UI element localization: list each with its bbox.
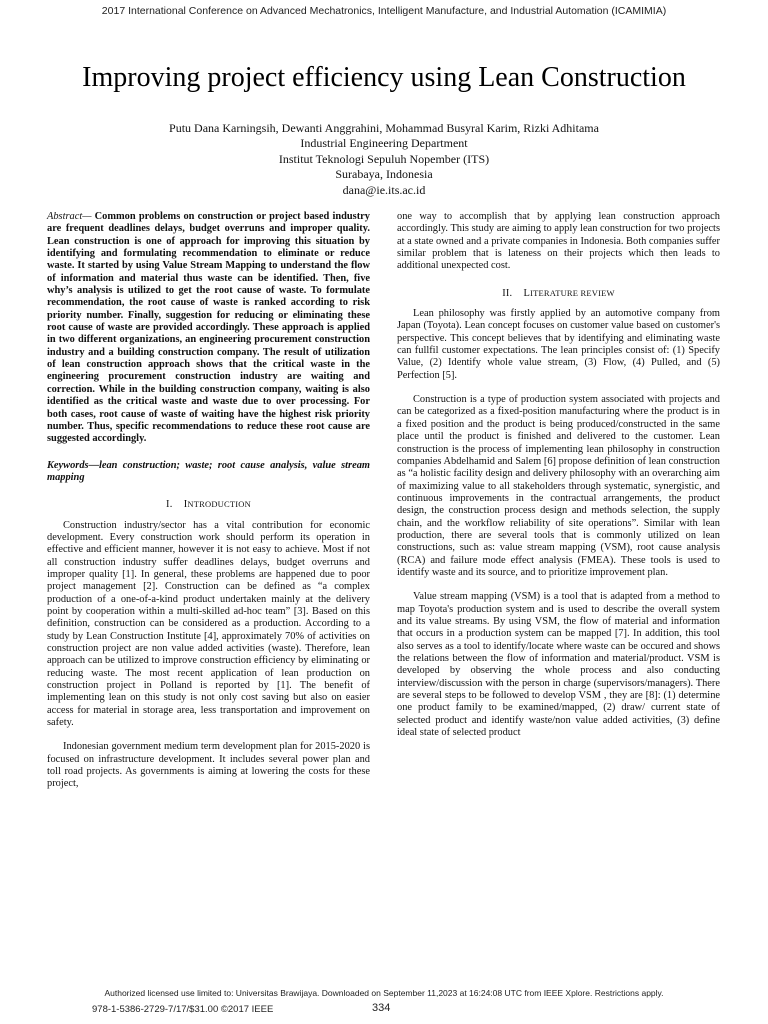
email: dana@ie.its.ac.id <box>342 182 426 197</box>
left-column <box>47 211 370 791</box>
body-paragraph: Indonesian government medium term development plan for 2015-2020 is focused on infrastructure development. It includes several power plan and toll road projects. As governments is aiming at lowering the costs for these project, <box>47 741 370 790</box>
abstract-label: Abstract— <box>47 211 92 222</box>
abstract <box>47 211 370 446</box>
section-number: II. <box>502 287 513 299</box>
section-number: I. <box>166 499 173 511</box>
institution: Institut Teknologi Sepuluh Nopember (ITS) <box>278 151 490 166</box>
license-notice: Authorized licensed use limited to: Universitas Brawijaya. Downloaded on September 11,2023 at 16:24:08 UTC from IEEE Xplore. Restrictions apply. <box>104 988 664 998</box>
author-block <box>0 121 768 198</box>
keywords: Keywords—lean construction; waste; root cause analysis, value stream mapping <box>47 459 370 483</box>
paper-title: Improving project efficiency using Lean Construction <box>82 62 686 93</box>
body-paragraph: Lean philosophy was firstly applied by an automotive company from Japan (Toyota). Lean concept focuses on customer value based on customer's perspective. This concept believes that by identifying and eliminating waste can fullfil customer expectations. The lean principles consist of: (1) Specify Value, (2) Identify whole value stream, (3) Flow, (4) Pulled, and (5) Perfection [5]. <box>397 308 720 381</box>
body-paragraph: Construction industry/sector has a vital contribution for economic development. Every construction work should perform its operation in effective and efficient manner, however it is not easy to achieve. Most if not all construction industry suffer deadlines delays, budget overruns and improper quality [1]. In general, these problems are happened due to poor project management [2]. Construction can be defined as “a complex production of a one-of-a-kind product undertaken mainly at the delivery point by cooperation within a multi-skilled ad-hoc team” [3]. Based on this definition, construction can be considered as a production. According to a study by Lean Construction Institute [4], approximately 70% of activities on construction project are non value added activities (waste). Therefore, lean approach can be utilized to improve construction efficiency by eliminating or reducing waste. The most recent application of lean production on construction project in Polland is reported by [1]. The benefit of implementing lean on this study is not only cost saving but also on easier access for material in storage area, less transportation and improvement on safety. <box>47 519 370 729</box>
section-heading-literature-review <box>397 287 720 300</box>
right-column <box>397 211 720 739</box>
body-paragraph: one way to accomplish that by applying lean construction approach accordingly. This study are aiming to apply lean construction for two projects at a state owned and a private companies in Indonesia. Both companies suffer similar problem that is lateness on their projects which then leads to additional unexpected cost. <box>397 211 720 272</box>
location: Surabaya, Indonesia <box>335 167 433 182</box>
body-paragraph: Construction is a type of production system associated with projects and can be categorized as a fixed-position manufacturing where the product is in a fixed position and the product is being produced/constructed in the same place until the product is finished and delivered to the customer. Lean construction is the process of implementing lean philosophy in construction companies Abdelhamid and Salem [6] propose definition of lean construction as “a holistic facility design and delivery philosophy with an overarching aim of maximizing value to all stakeholders through systematic, synergistic, and continuous improvements in the contractual arrangements, the product design, the construction process design and methods selection, the supply chain, and the workflow reliability of site operations”. Similar with lean production, there are several tools that is commonly utilized on lean constructions, such as: value stream mapping (VSM), root cause analysis (RCA) and failure mode effect analysis (FMEA). These tools is used to identify waste and its source, and to prioritize improvement plan. <box>397 394 720 578</box>
isbn-line: 978-1-5386-2729-7/17/$31.00 ©2017 IEEE <box>92 1004 274 1015</box>
author-names: Putu Dana Karningsih, Dewanti Anggrahini, Mohammad Busyral Karim, Rizki Adhitama <box>169 121 599 135</box>
section-title-initial: L <box>523 287 531 299</box>
section-title-rest: NTRODUCTION <box>187 499 251 510</box>
conference-header: 2017 International Conference on Advanced Mechatronics, Intelligent Manufacture, and Industrial Automation (ICAMIMIA) <box>101 5 667 17</box>
body-paragraph: Value stream mapping (VSM) is a tool that is adapted from a method to map Toyota's production system and is used to describe the overall system and its value streams. By using VSM, the flow of material and information that occurs in a production system can be mapped [7]. In addition, this tool also serves as a tool to identify/locate where waste can be occured and shows the relations between the flow of information and material/product. VSM is developed by observing the whole process and also conducting interview/discussion with the person in charge (supervisors/managers). There are several steps to be followed to develop VSM , they are [8]: (1) determine one product family to be examined/mapped, (2) draw/ current state of selected product and identify waste/non value added activities, (3) define ideal state of selected product <box>397 591 720 739</box>
page-number: 334 <box>372 1002 391 1014</box>
section-title-rest: ITERATURE REVIEW <box>530 287 615 298</box>
abstract-text: Common problems on construction or project based industry are frequent deadlines delays, budget overruns and improper quality. Lean construction is one of approach for improving this situation by identifying and formulating recommendation to eliminate or reduce waste. It started by using Value Stream Mapping to understand the flow of information and material thus waste can be identified. Then, five why’s analysis is utilized to get the root cause of waste. To formulate recommendation, the root cause of waste is ranked according to risk priority number. Finally, suggestion for reducing or eliminating these root cause of waste are provided accordingly. These approach is applied in two different organizations, an engineering procurement construction industry and a building construction company. The result of utilization of lean construction approach shows that the critical waste in the engineering procurement construction industry are waiting and correction. While in the building construction company, waiting is also identified as the critical waste and waste due to over processing. For both cases, root cause of waste of waiting have the highest risk priority number. Thus, specific recommendations to reduce these root cause are suggested accordingly. <box>47 211 370 445</box>
section-title-initial: I <box>183 499 188 511</box>
department: Industrial Engineering Department <box>300 136 468 151</box>
section-heading-introduction <box>47 498 370 511</box>
